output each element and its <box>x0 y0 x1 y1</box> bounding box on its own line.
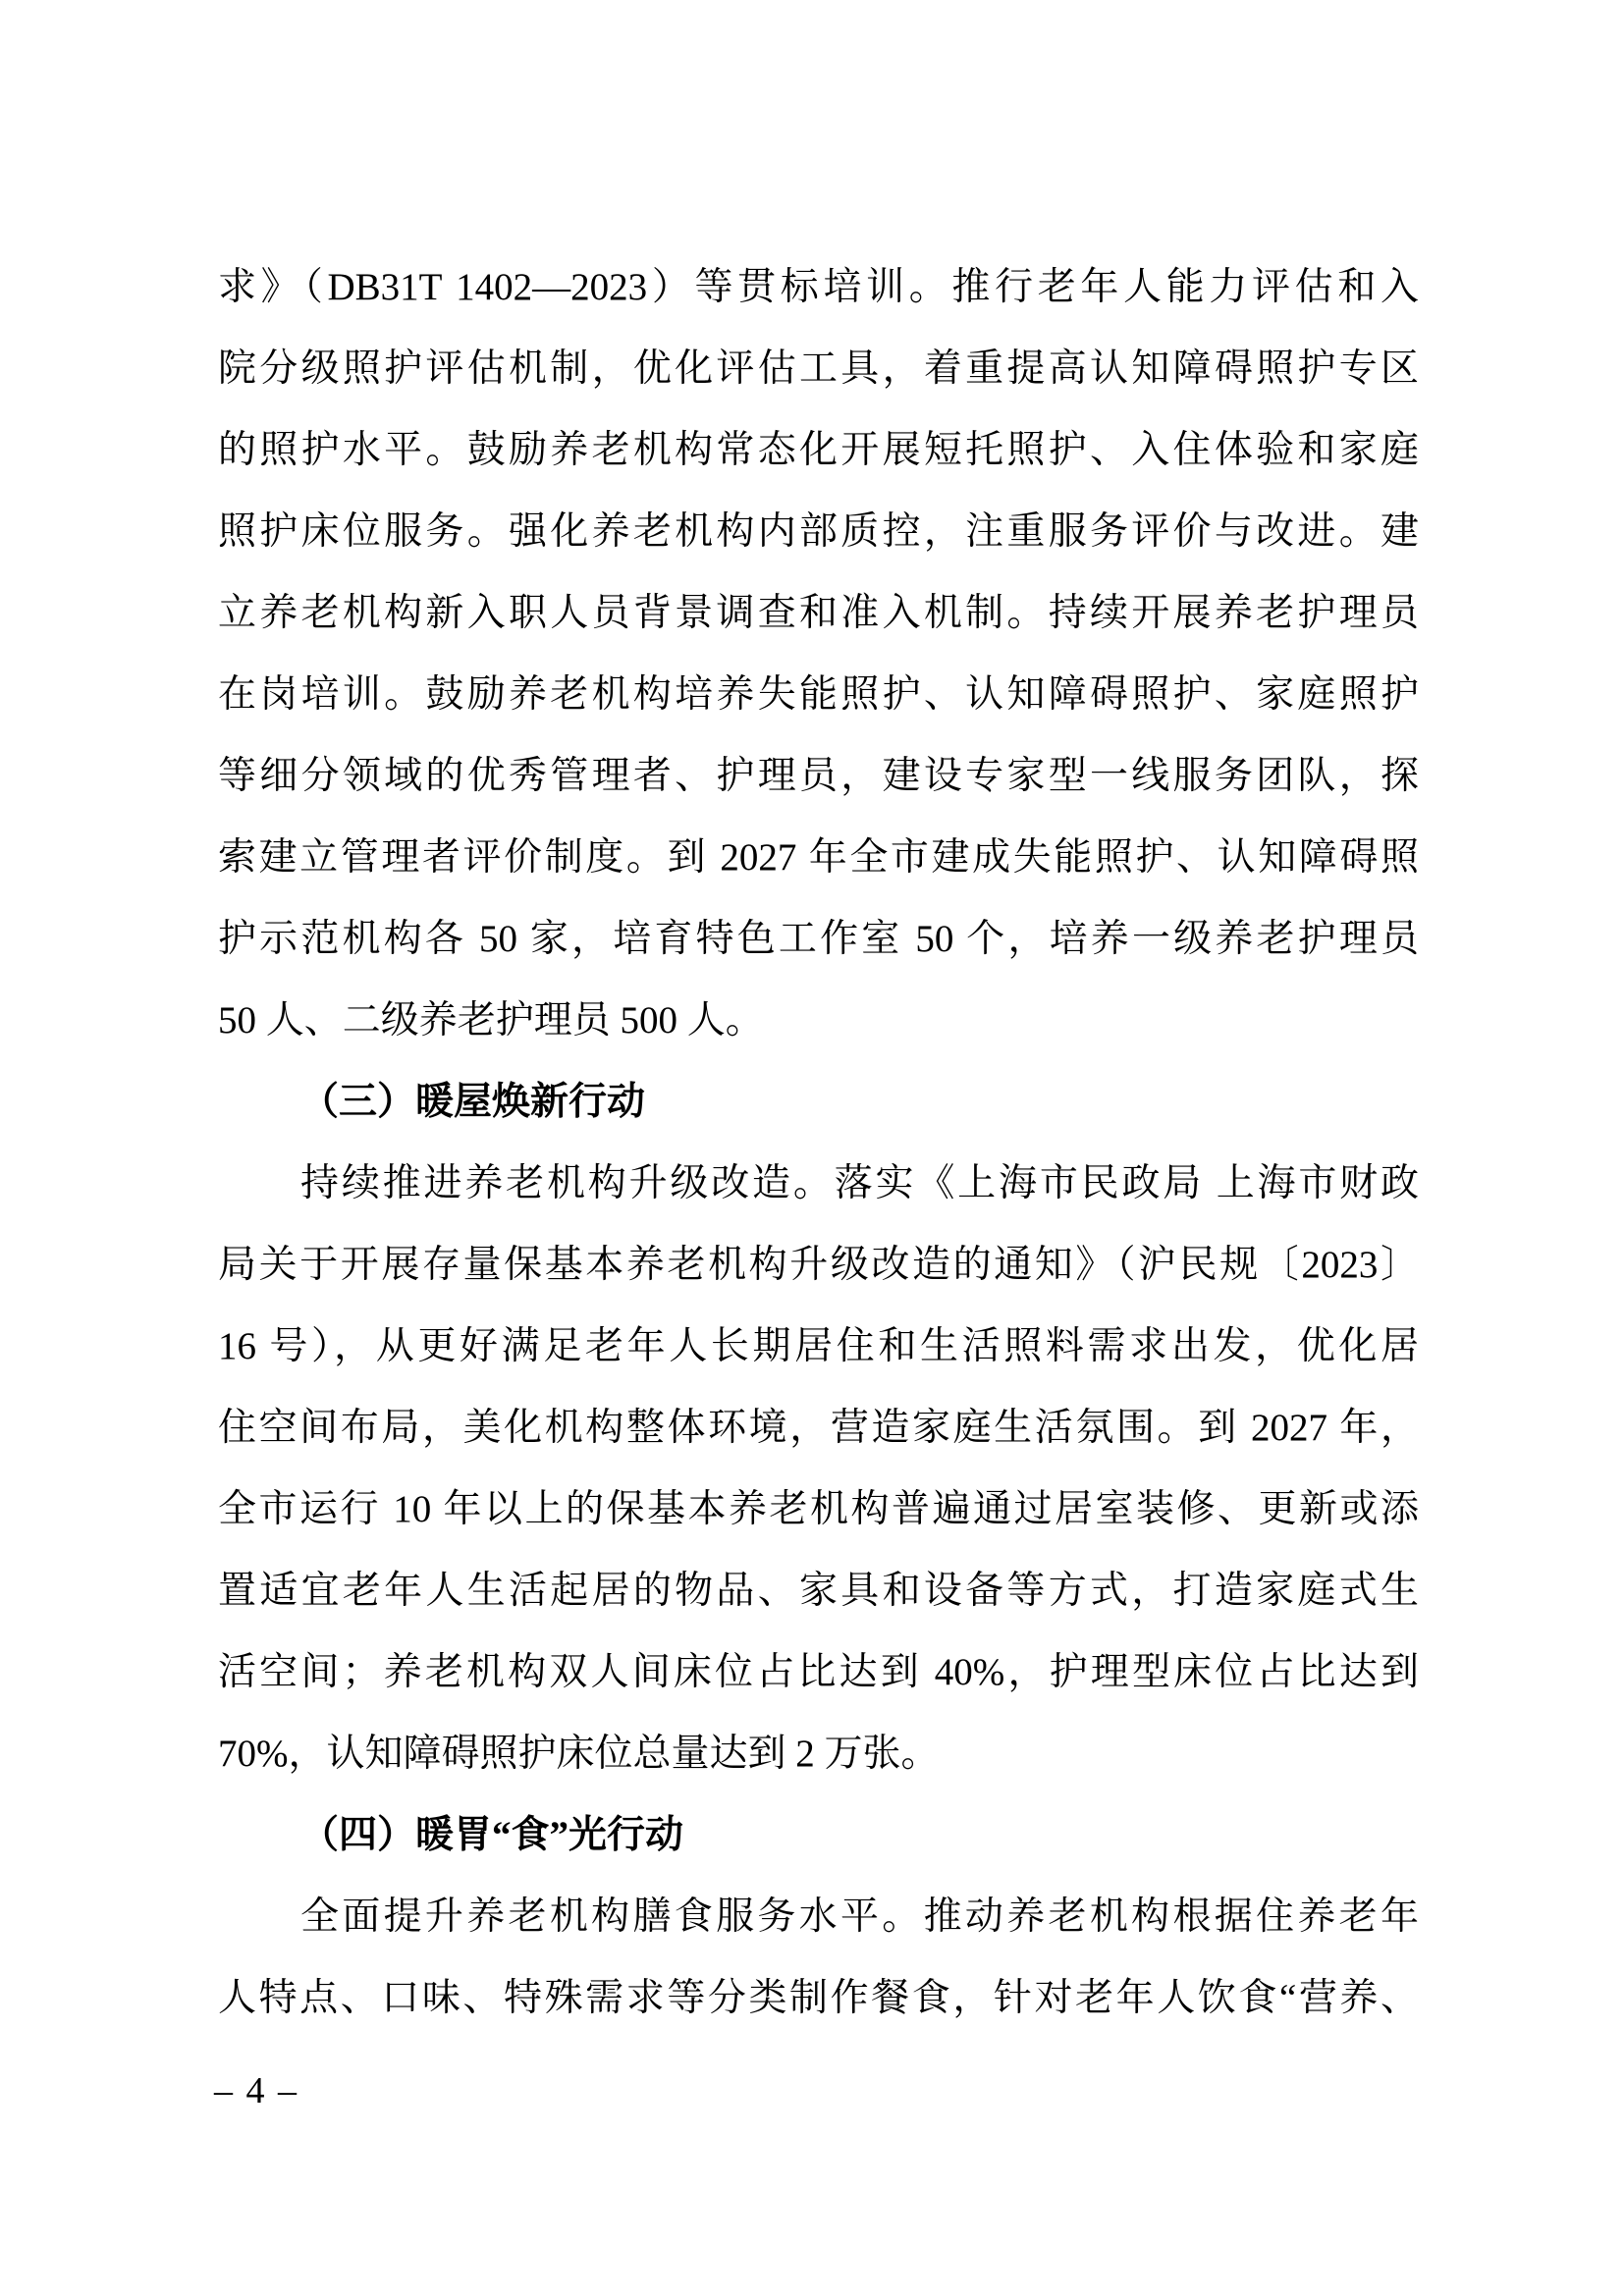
text-line: 在岗培训。鼓励养老机构培养失能照护、认知障碍照护、家庭照护 <box>218 673 1419 716</box>
text-line: 局关于开展存量保基本养老机构升级改造的通知》（沪民规〔2023〕 <box>218 1244 1419 1286</box>
text-line: 人特点、口味、特殊需求等分类制作餐食，针对老年人饮食“营养、 <box>218 1977 1419 2019</box>
text-line: 求》（DB31T 1402—2023）等贯标培训。推行老年人能力评估和入 <box>218 266 1419 308</box>
text-line: 护示范机构各 50 家，培育特色工作室 50 个，培养一级养老护理员 <box>218 918 1419 960</box>
text-line: 活空间；养老机构双人间床位占比达到 40%，护理型床位占比达到 <box>218 1651 1419 1693</box>
text-line: 持续推进养老机构升级改造。落实《上海市民政局 上海市财政 <box>300 1162 1419 1204</box>
text-line: 住空间布局，美化机构整体环境，营造家庭生活氛围。到 2027 年， <box>218 1407 1419 1449</box>
text-line: 全市运行 10 年以上的保基本养老机构普遍通过居室装修、更新或添 <box>218 1488 1419 1530</box>
text-line: 立养老机构新入职人员背景调查和准入机制。持续开展养老护理员 <box>218 592 1419 634</box>
text-line: 照护床位服务。强化养老机构内部质控，注重服务评价与改进。建 <box>218 510 1419 553</box>
document-body <box>218 246 1419 2039</box>
text-line: 置适宜老年人生活起居的物品、家具和设备等方式，打造家庭式生 <box>218 1570 1419 1612</box>
text-line: 50 人、二级养老护理员 500 人。 <box>218 999 764 1041</box>
text-line: 70%，认知障碍照护床位总量达到 2 万张。 <box>218 1733 940 1775</box>
text-line: 等细分领域的优秀管理者、护理员，建设专家型一线服务团队，探 <box>218 755 1419 797</box>
section-heading: （四）暖胃“食”光行动 <box>300 1814 684 1856</box>
page-number: – 4 – <box>214 2070 298 2111</box>
section-heading: （三）暖屋焕新行动 <box>300 1081 646 1123</box>
text-line: 院分级照护评估机制，优化评估工具，着重提高认知障碍照护专区 <box>218 347 1419 390</box>
text-line: 全面提升养老机构膳食服务水平。推动养老机构根据住养老年 <box>300 1896 1419 1938</box>
text-line: 的照护水平。鼓励养老机构常态化开展短托照护、入住体验和家庭 <box>218 429 1419 471</box>
text-line: 索建立管理者评价制度。到 2027 年全市建成失能照护、认知障碍照 <box>218 836 1419 879</box>
text-line: 16 号），从更好满足老年人长期居住和生活照料需求出发，优化居 <box>218 1325 1419 1367</box>
